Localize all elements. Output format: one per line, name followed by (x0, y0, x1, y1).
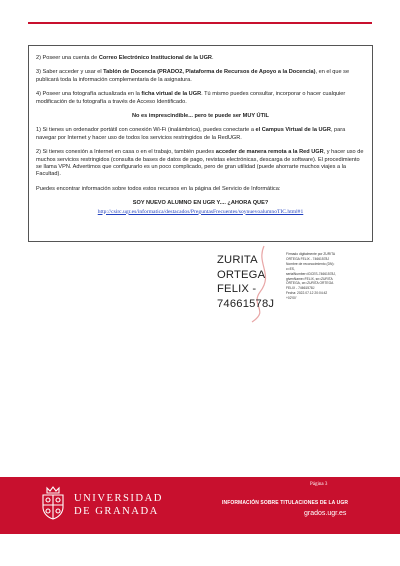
link-line (36, 209, 365, 216)
paragraph-recursos: Puedes encontrar información sobre todos estos recursos en la página del Servicio de Informática: (36, 185, 281, 192)
signature-details: Firmado digitalmente por ZURITA ORTEGA FELIX - 74661578J Nombre de reconocimiento (DN): c=ES, serialNumber=IDCES-74661578J, givenName=FELIX, sn=ZURITA ORTEGA, cn=ZURITA ORTEGA FELIX - 74661578J Fecha: 2022.07.12 20:04:42 +02'00' (286, 252, 336, 301)
university-name: UNIVERSIDAD DE GRANADA (74, 493, 163, 517)
closing-title: SOY NUEVO ALUMNO EN UGR Y.... ¿AHORA QUE? (132, 200, 269, 207)
faq-link[interactable]: http://csirc.ugr.es/informatica/destacados/PreguntasFrecuentes/soynuevoalumnoTIC.html#1 (97, 208, 304, 215)
subheading: No es imprescindible... pero te puede ser MUY ÚTIL (132, 113, 269, 120)
page-number: Página 3 (310, 482, 328, 487)
content-box (28, 45, 373, 242)
grados-site-link[interactable]: grados.ugr.es (304, 510, 347, 517)
paragraph-wifi: 1) Si tienes un ordenador portátil con conexión Wi-Fi (inalámbrica), puedes conectarte a el Campus Virtual de la UGR, para navegar por Internet y hacer uso de todos los servicios restringidos de la RedUGR. (36, 127, 346, 141)
paragraph-vpn: 2) Si tienes conexión a Internet en casa o en el trabajo, también puedes acceder de manera remota a la Red UGR, y hacer uso de muchos servicios restringidos (consulta de bases de datos de pago, revistas electrónicas, descarga de software). El procedimiento se llama VPN. Advertimos que configurarlo es un poco complicado, pero de gran utilidad (puede ahorrarte muchos viajes a la Facultad). (36, 149, 364, 178)
paragraph-prado: 3) Saber acceder y usar el Tablón de Docencia (PRADO2, Plataforma de Recursos de Apoyo a la Docencia), en el que se publicará toda la información complementaria de la asignatura. (36, 69, 350, 83)
paragraph-correo: 2) Poseer una cuenta de Correo Electrónico Institucional de la UGR. (36, 55, 214, 61)
paragraph-foto: 4) Poseer una fotografía actualizada en la ficha virtual de la UGR. Tú mismo puedes consultar, incorporar o hacer cualquier modificación de tu fotografía a través de Acceso Identificado. (36, 91, 346, 105)
signer-name: ZURITA ORTEGA FELIX - 74661578J (217, 254, 275, 310)
info-titulaciones-label: INFORMACIÓN SOBRE TITULACIONES DE LA UGR (222, 500, 349, 506)
header-rule (28, 22, 372, 24)
university-crest-icon (38, 485, 68, 521)
